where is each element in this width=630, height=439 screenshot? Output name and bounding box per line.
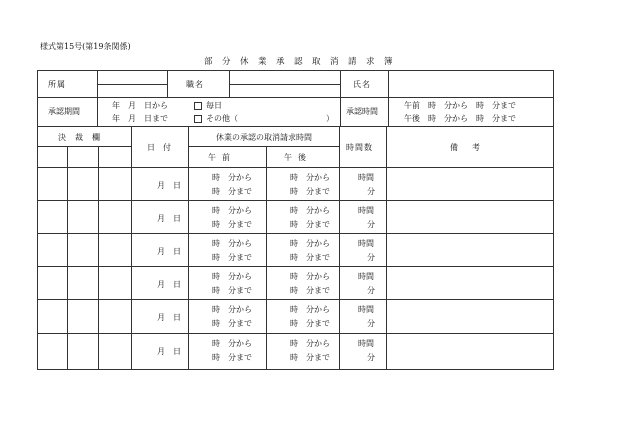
row-hours: 時間	[358, 305, 374, 314]
right-border	[553, 70, 554, 370]
row-am-from: 時 分から	[212, 206, 252, 215]
form-label: 様式第15号(第19条関係)	[40, 42, 131, 51]
approval-time-label: 承認時間	[346, 107, 378, 116]
post-field-line	[229, 84, 340, 85]
row-minutes: 分	[367, 319, 375, 328]
row-minutes: 分	[367, 187, 375, 196]
period-from: 年 月 日から	[112, 101, 168, 110]
row-date: 月 日	[157, 247, 181, 256]
decision-label: 決裁欄	[58, 133, 109, 142]
post-label: 職名	[186, 80, 204, 89]
row-am-to: 時 分まで	[212, 319, 252, 328]
row-am-to: 時 分まで	[212, 353, 252, 362]
divider	[340, 70, 341, 126]
row-pm-to: 時 分まで	[290, 253, 330, 262]
row-am-to: 時 分まで	[212, 187, 252, 196]
everyday-label: 毎日	[206, 101, 222, 110]
row-date: 月 日	[157, 214, 181, 223]
name-field[interactable]	[389, 71, 552, 96]
row-date: 月 日	[157, 280, 181, 289]
table-header-bottom	[37, 167, 554, 168]
row-am-to: 時 分まで	[212, 220, 252, 229]
left-border	[37, 70, 38, 370]
row-pm-from: 時 分から	[290, 339, 330, 348]
row-am-to: 時 分まで	[212, 286, 252, 295]
row-minutes: 分	[367, 286, 375, 295]
divider	[97, 97, 98, 126]
row-hours: 時間	[358, 173, 374, 182]
row-line	[37, 200, 554, 201]
name-label: 氏名	[353, 80, 371, 89]
hours-label: 時間数	[346, 143, 373, 152]
row-minutes: 分	[367, 220, 375, 229]
row-pm-to: 時 分まで	[290, 353, 330, 362]
other-label: その他（ ）	[206, 114, 334, 123]
date-label: 日付	[147, 143, 179, 152]
row-pm-to: 時 分まで	[290, 319, 330, 328]
row-date: 月 日	[157, 181, 181, 190]
row-line	[37, 233, 554, 234]
remarks-label: 備考	[450, 143, 494, 152]
dept-label: 所属	[48, 80, 66, 89]
row-line	[37, 299, 554, 300]
row-am-from: 時 分から	[212, 239, 252, 248]
row-date: 月 日	[157, 313, 181, 322]
row-line	[37, 333, 554, 334]
am-label: 午前	[208, 153, 236, 162]
row-pm-to: 時 分まで	[290, 286, 330, 295]
row-am-from: 時 分から	[212, 305, 252, 314]
decision-col-line	[98, 146, 99, 370]
row-am-from: 時 分から	[212, 173, 252, 182]
cancel-time-label: 休業の承認の取消請求時間	[216, 133, 312, 142]
row-pm-from: 時 分から	[290, 272, 330, 281]
approval-period-label: 承認期間	[48, 107, 80, 116]
row-hours: 時間	[358, 239, 374, 248]
decision-header-line	[37, 146, 131, 147]
row-minutes: 分	[367, 253, 375, 262]
time-am: 午前 時 分から 時 分まで	[404, 101, 516, 110]
row-pm-to: 時 分まで	[290, 220, 330, 229]
dept-field-line	[97, 84, 167, 85]
other-checkbox[interactable]	[194, 115, 202, 123]
row-am-from: 時 分から	[212, 339, 252, 348]
page-title: 部分休業承認取消請求簿	[204, 57, 403, 67]
row-date: 月 日	[157, 347, 181, 356]
row-minutes: 分	[367, 353, 375, 362]
row2-bottom	[37, 126, 554, 127]
period-to: 年 月 日まで	[112, 114, 168, 123]
row-pm-from: 時 分から	[290, 239, 330, 248]
row-am-to: 時 分まで	[212, 253, 252, 262]
row-hours: 時間	[358, 272, 374, 281]
row-pm-to: 時 分まで	[290, 187, 330, 196]
row-pm-from: 時 分から	[290, 305, 330, 314]
ampm-header-line	[188, 146, 339, 147]
row-hours: 時間	[358, 206, 374, 215]
row-pm-from: 時 分から	[290, 173, 330, 182]
table-bottom	[37, 369, 554, 370]
divider	[167, 70, 168, 97]
pm-label: 午後	[284, 153, 312, 162]
row1-bottom	[37, 97, 554, 98]
row-hours: 時間	[358, 339, 374, 348]
row-pm-from: 時 分から	[290, 206, 330, 215]
time-pm: 午後 時 分から 時 分まで	[404, 114, 516, 123]
everyday-checkbox[interactable]	[194, 102, 202, 110]
row-am-from: 時 分から	[212, 272, 252, 281]
col-line	[266, 146, 267, 370]
decision-col-line	[67, 146, 68, 370]
row-line	[37, 266, 554, 267]
